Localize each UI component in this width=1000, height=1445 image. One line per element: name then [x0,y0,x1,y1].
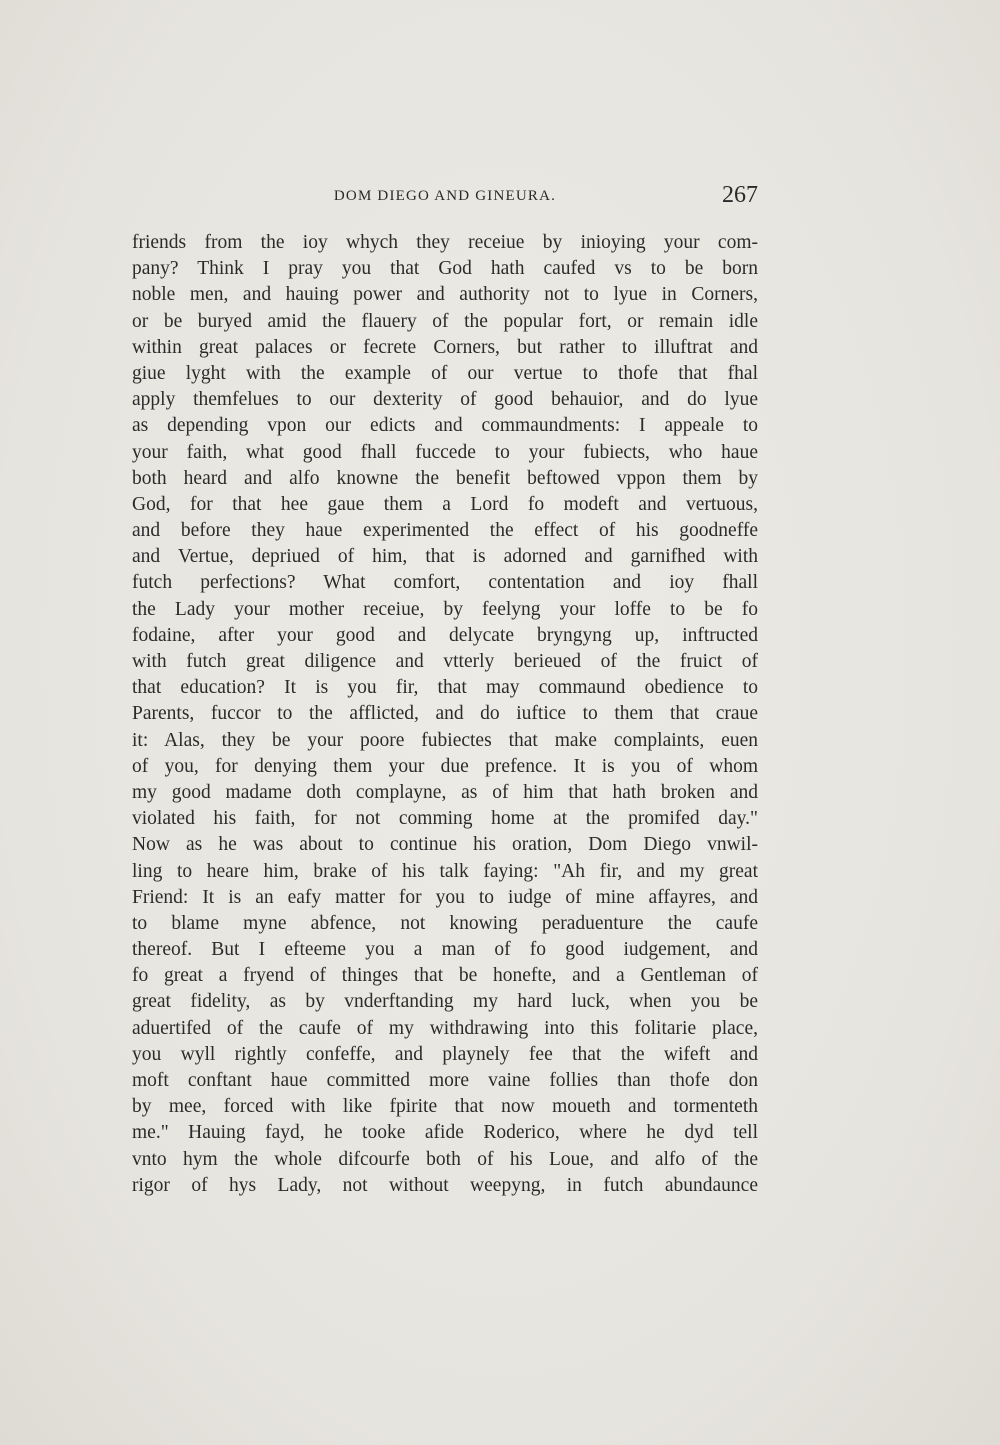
page-header [132,182,758,212]
body-text [132,230,758,1199]
running-title: DOM DIEGO AND GINEURA. [333,188,557,204]
text-line: or be buryed amid the flauery of the popular fort, or remain idle [132,310,758,332]
text-line: friends from the ioy whych they receiue by inioying your com- [132,232,758,253]
text-line: rigor of hys Lady, not without weepyng, in futch abundaunce [132,1174,758,1196]
text-line: vnto hym the whole difcourfe both of his Loue, and alfo of the [132,1148,758,1170]
text-line: futch perfections? What comfort, contentation and ioy fhall [132,572,758,594]
text-line: violated his faith, for not comming home at the promifed day." [132,808,758,830]
text-line: your faith, what good fhall fuccede to your fubiects, who haue [132,441,758,463]
text-line: that education? It is you fir, that may commaund obedience to [132,677,758,699]
text-line: apply themfelues to our dexterity of good behauior, and do lyue [132,389,758,411]
text-line: the Lady your mother receiue, by feelyng your loffe to be fo [132,598,758,620]
text-line: thereof. But I efteeme you a man of fo good iudgement, and [132,939,758,961]
text-line: of you, for denying them your due prefence. It is you of whom [132,755,758,777]
text-line: giue lyght with the example of our vertue to thofe that fhal [132,362,758,384]
text-line: moft conftant haue committed more vaine follies than thofe don [132,1070,758,1091]
text-line: and before they haue experimented the effect of his goodneffe [132,520,758,542]
text-line: to blame myne abfence, not knowing peraduenture the caufe [132,912,758,934]
text-line: Parents, fuccor to the afflicted, and do iuftice to them that craue [132,703,758,725]
text-line: fo great a fryend of thinges that be honefte, and a Gentleman of [132,965,758,987]
text-line: me." Hauing fayd, he tooke afide Roderico, where he dyd tell [132,1122,758,1144]
text-line: pany? Think I pray you that God hath caufed vs to be born [132,258,758,280]
text-line: as depending vpon our edicts and commaundments: I appeale to [132,415,758,437]
text-line: by mee, forced with like fpirite that now moueth and tormenteth [132,1096,758,1118]
text-line: aduertifed of the caufe of my withdrawing into this folitarie place, [132,1017,758,1039]
text-line: it: Alas, they be your poore fubiectes that make complaints, euen [132,729,758,751]
text-line: both heard and alfo knowne the benefit beftowed vppon them by [132,467,758,489]
page-number: 267 [722,182,758,208]
text-line: ling to heare him, brake of his talk faying: "Ah fir, and my great [132,860,758,882]
text-line: God, for that hee gaue them a Lord fo modeft and vertuous, [132,493,758,515]
text-line: noble men, and hauing power and authority not to lyue in Corners, [132,284,758,306]
text-line: fodaine, after your good and delycate bryngyng up, inftructed [132,624,758,646]
text-line: my good madame doth complayne, as of him that hath broken and [132,781,758,803]
text-line: and Vertue, depriued of him, that is adorned and garnifhed with [132,546,758,568]
text-line: Now as he was about to continue his oration, Dom Diego vnwil- [132,834,758,856]
text-line: Friend: It is an eafy matter for you to iudge of mine affayres, and [132,886,758,908]
text-line: you wyll rightly confeffe, and playnely fee that the wifeft and [132,1043,758,1065]
text-line: great fidelity, as by vnderftanding my hard luck, when you be [132,991,758,1013]
text-line: with futch great diligence and vtterly berieued of the fruict of [132,651,758,672]
text-line: within great palaces or fecrete Corners, but rather to illuftrat and [132,336,758,358]
